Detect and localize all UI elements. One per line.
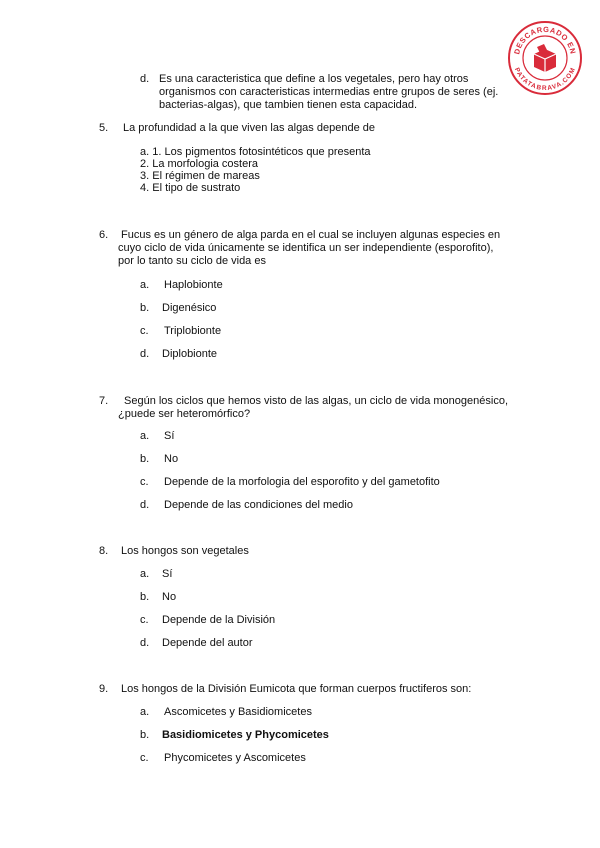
q8-option-letter: c.: [140, 614, 149, 626]
q7-option-text: Depende de las condiciones del medio: [164, 499, 353, 511]
q6-option-text: Triplobionte: [164, 325, 222, 337]
q4-option-d-line-1: Es una caracteristica que define a los vegetales, pero hay otros: [159, 73, 469, 85]
q4-option-d-letter: d.: [140, 73, 150, 85]
q5-option: 2. La morfologia costera: [140, 158, 259, 170]
q8-option-text: Depende del autor: [162, 637, 253, 649]
q7-option-text: Sí: [164, 430, 175, 442]
q6-option-text: Haplobionte: [164, 279, 223, 291]
q9-option-text-highlighted: Basidiomicetes y Phycomicetes: [162, 729, 329, 741]
q8-option-text: Depende de la División: [162, 614, 276, 626]
q7-option-letter: d.: [140, 499, 150, 511]
q4-option-d-line-3: bacterias-algas), que tambien tienen esta capacidad.: [159, 99, 418, 111]
q6-option-letter: a.: [140, 279, 150, 291]
watermark-stamp: [507, 20, 583, 96]
q6-line-3: por lo tanto su ciclo de vida es: [118, 255, 266, 267]
q9-option-text: Ascomicetes y Basidiomicetes: [164, 706, 312, 718]
q7-line-2: ¿puede ser heteromórfico?: [118, 408, 251, 420]
stamp-top-text: DESCARGADO EN: [512, 24, 578, 56]
q5-option: 3. El régimen de mareas: [140, 170, 260, 182]
q9-option-letter: c.: [140, 752, 149, 764]
q8-option-text: Sí: [162, 568, 173, 580]
q6-option-text: Diplobionte: [162, 348, 218, 360]
stamp-bottom-text: PATATABRAVA.COM: [512, 66, 578, 93]
q8-option-letter: b.: [140, 591, 150, 603]
q7-option-text: Depende de la morfologia del esporofito y del gametofito: [164, 476, 440, 488]
q7-option-letter: c.: [140, 476, 149, 488]
q8-number: 8.: [99, 545, 109, 557]
q5-text: La profundidad a la que viven las algas depende de: [123, 122, 375, 134]
q6-number: 6.: [99, 229, 109, 241]
q7-option-letter: b.: [140, 453, 150, 465]
q6-option-letter: c.: [140, 325, 149, 337]
q6-line-2: cuyo ciclo de vida únicamente se identifica un ser independiente (esporofito),: [118, 242, 494, 254]
q5-option: a. 1. Los pigmentos fotosintéticos que presenta: [140, 146, 371, 158]
q6-line-1: Fucus es un género de alga parda en el cual se incluyen algunas especies en: [121, 229, 501, 241]
q9-number: 9.: [99, 683, 109, 695]
q8-option-letter: a.: [140, 568, 150, 580]
q9-option-letter: b.: [140, 729, 150, 741]
q5-option: 4. El tipo de sustrato: [140, 182, 241, 194]
q8-option-letter: d.: [140, 637, 150, 649]
q8-text: Los hongos son vegetales: [121, 545, 249, 557]
q9-option-text: Phycomicetes y Ascomicetes: [164, 752, 306, 764]
q7-line-1: Según los ciclos que hemos visto de las algas, un ciclo de vida monogenésico,: [124, 395, 509, 407]
q7-option-text: No: [164, 453, 179, 465]
q4-option-d-line-2: organismos con caracteristicas intermedias entre grupos de seres (ej.: [159, 86, 499, 98]
q7-number: 7.: [99, 395, 109, 407]
q5-number: 5.: [99, 122, 109, 134]
q9-option-letter: a.: [140, 706, 150, 718]
q6-option-letter: b.: [140, 302, 150, 314]
q6-option-letter: d.: [140, 348, 150, 360]
download-box-icon: [534, 44, 556, 72]
q6-option-text: Digenésico: [162, 302, 217, 314]
q8-option-text: No: [162, 591, 177, 603]
q9-text: Los hongos de la División Eumicota que forman cuerpos fructiferos son:: [121, 683, 472, 695]
q7-option-letter: a.: [140, 430, 150, 442]
